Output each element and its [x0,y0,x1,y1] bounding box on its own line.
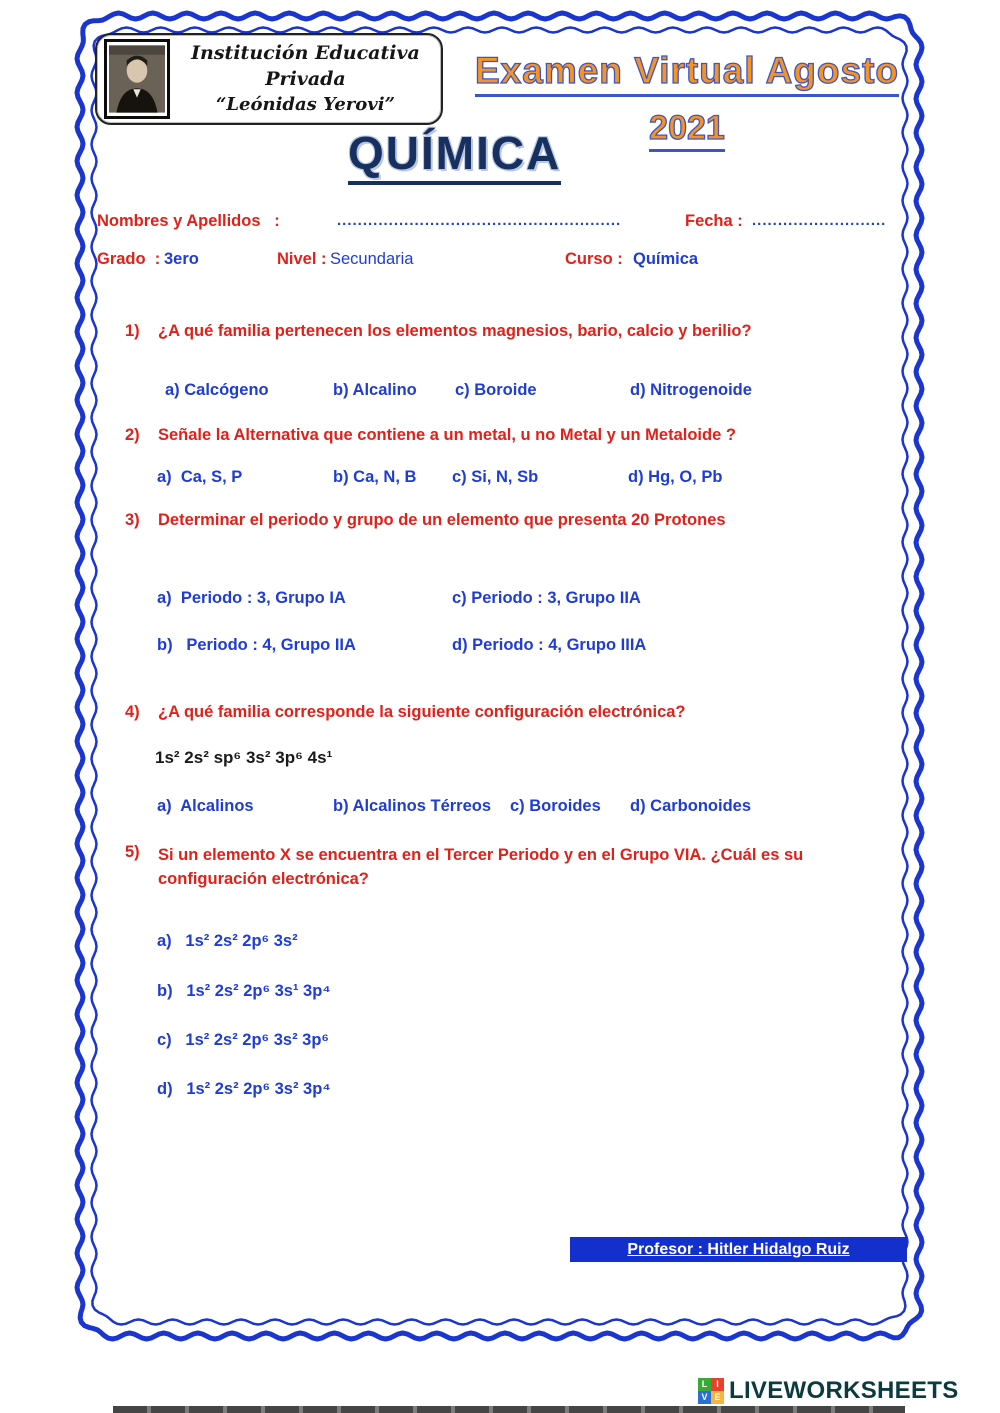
course-label: Curso : [565,250,623,268]
question-1-number: 1) [125,322,140,340]
question-2-number: 2) [125,426,140,444]
question-5-text: Si un elemento X se encuentra en el Tercer Periodo y en el Grupo VIA. ¿Cuál es su configuración electrónica? [158,846,804,888]
names-label: Nombres y Apellidos : [97,212,280,230]
question-5-option-c[interactable]: c) 1s² 2s² 2p⁶ 3s² 3p⁶ [157,1031,330,1049]
icon-letter-l: L [698,1378,711,1391]
level-value: Secundaria [330,250,414,268]
grade-value: 3ero [164,250,199,268]
question-5-option-b[interactable]: b) 1s² 2s² 2p⁶ 3s¹ 3p⁴ [157,982,331,1000]
subject-title: QUÍMICA [348,126,561,185]
question-4-text: ¿A qué familia corresponde la siguiente configuración electrónica? [158,703,686,721]
exam-title-year: 2021 [649,109,725,152]
question-1-option-b[interactable]: b) Alcalino [333,381,417,399]
question-2-option-c[interactable]: c) Si, N, Sb [452,468,539,486]
institution-text [170,40,441,118]
question-3-option-d[interactable]: d) Periodo : 4, Grupo IIIA [452,636,647,654]
date-input-line[interactable]: .......................... [752,212,887,229]
professor-bar [570,1237,907,1262]
icon-letter-i: I [711,1378,724,1391]
course-value: Química [633,250,699,268]
exam-title-line1: Examen Virtual Agosto [475,50,899,97]
question-4-option-a[interactable]: a) Alcalinos [157,797,254,815]
next-page-edge [113,1406,905,1413]
question-1-option-c[interactable]: c) Boroide [455,381,537,399]
question-2-text: Señale la Alternativa que contiene a un metal, u no Metal y un Metaloide ? [158,426,736,444]
question-4-electron-configuration: 1s² 2s² sp⁶ 3s² 3p⁶ 4s¹ [155,748,333,767]
question-5-option-d[interactable]: d) 1s² 2s² 2p⁶ 3s² 3p⁴ [157,1080,331,1098]
question-3-number: 3) [125,511,140,529]
question-3-option-a[interactable]: a) Periodo : 3, Grupo IA [157,589,346,607]
liveworksheets-icon [698,1378,724,1404]
question-5-number: 5) [125,843,140,861]
question-4-option-d[interactable]: d) Carbonoides [630,797,752,815]
icon-letter-e: E [711,1391,724,1404]
level-label: Nivel : [277,250,327,268]
question-2-option-d[interactable]: d) Hg, O, Pb [628,468,723,486]
institution-name: Institución Educativa Privada [191,42,420,90]
question-1-option-a[interactable]: a) Calcógeno [165,381,269,399]
names-input-line[interactable]: ....................................................... [337,212,622,229]
professor-name: Profesor : Hitler Hidalgo Ruiz [627,1240,850,1258]
grade-label: Grado : [97,250,161,268]
question-1-text: ¿A qué familia pertenecen los elementos magnesios, bario, calcio y berilio? [158,322,752,340]
portrait-illustration [109,44,165,114]
liveworksheets-wordmark: LIVEWORKSHEETS [729,1377,959,1404]
icon-letter-v: V [698,1391,711,1404]
question-5-option-a[interactable]: a) 1s² 2s² 2p⁶ 3s² [157,932,298,950]
question-2-option-a[interactable]: a) Ca, S, P [157,468,243,486]
date-label: Fecha : [685,212,743,230]
question-2-option-b[interactable]: b) Ca, N, B [333,468,417,486]
institution-subname: “Leónidas Yerovi” [216,94,395,115]
portrait-photo [104,39,170,119]
wavy-border [72,8,927,1344]
question-4-option-b[interactable]: b) Alcalinos Térreos [333,797,492,815]
school-logo-box [95,33,443,125]
question-4-number: 4) [125,703,140,721]
liveworksheets-logo[interactable] [698,1377,959,1405]
question-3-text: Determinar el periodo y grupo de un elemento que presenta 20 Protones [158,511,726,529]
question-4-option-c[interactable]: c) Boroides [510,797,601,815]
question-3-option-b[interactable]: b) Periodo : 4, Grupo IIA [157,636,356,654]
question-3-option-c[interactable]: c) Periodo : 3, Grupo IIA [452,589,641,607]
question-1-option-d[interactable]: d) Nitrogenoide [630,381,752,399]
